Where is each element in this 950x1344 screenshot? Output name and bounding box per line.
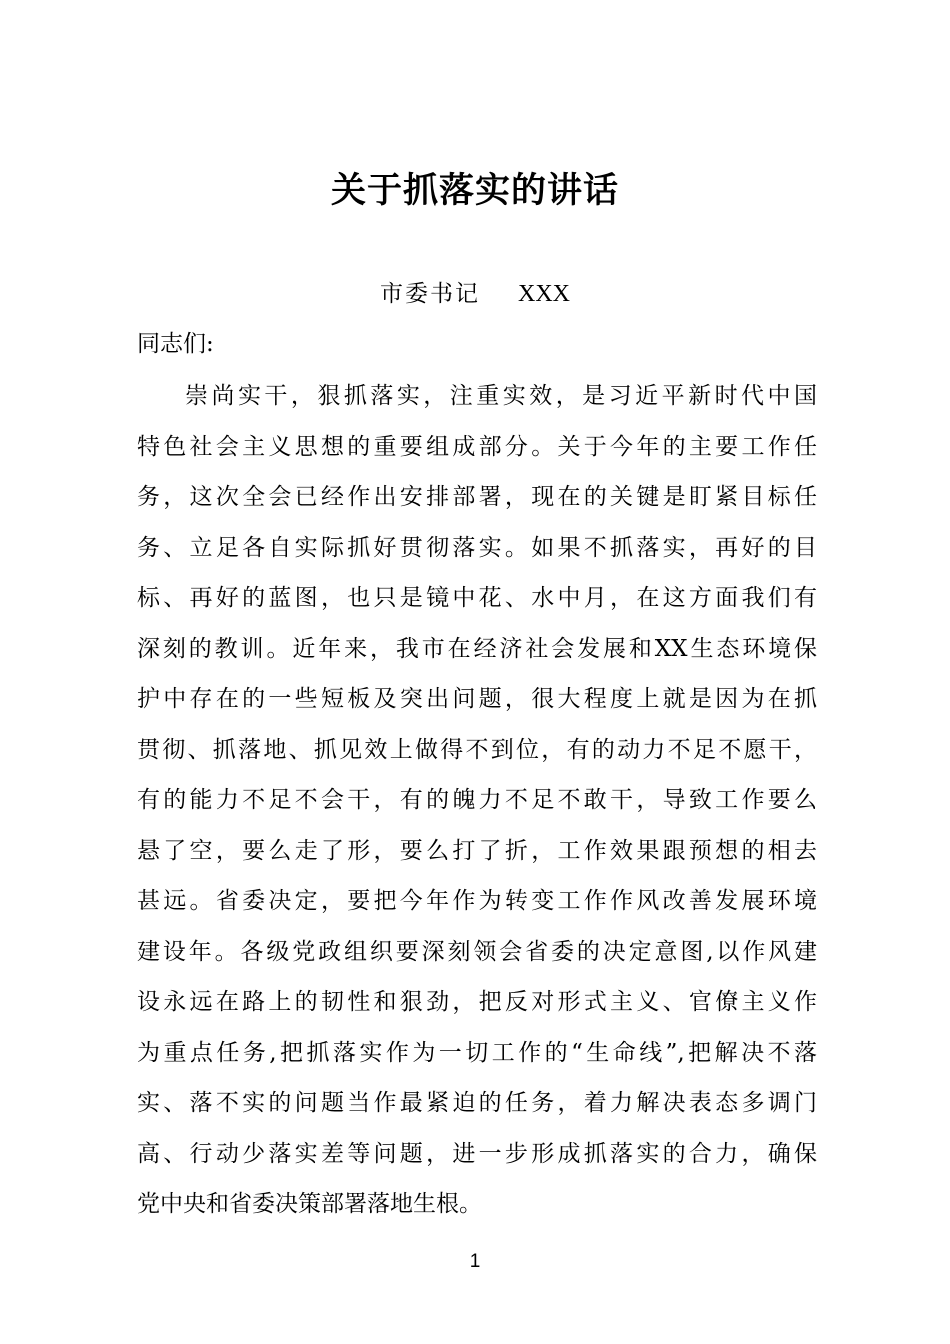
body-line: 贯彻、抓落地、抓见效上做得不到位，有的动力不足不愿干，: [137, 736, 817, 763]
body-line: 务、立足各自实际抓好贯彻落实。如果不抓落实，再好的目: [137, 534, 817, 561]
body-line: 标、再好的蓝图，也只是镜中花、水中月，在这方面我们有: [137, 585, 817, 611]
page-number: 1: [469, 1251, 481, 1272]
body-line: 高、行动少落实差等问题，进一步形成抓落实的合力，确保: [137, 1140, 817, 1167]
speech-body: [137, 371, 817, 1230]
body-line: 务，这次全会已经作出安排部署，现在的关键是盯紧目标任: [137, 484, 817, 510]
author-role: 市委书记: [380, 281, 480, 307]
body-line: 悬了空，要么走了形，要么打了折，工作效果跟预想的相去: [137, 837, 817, 864]
author-name: XXX: [518, 281, 570, 307]
body-line: 党中央和省委决策部署落地生根。: [137, 1191, 482, 1217]
body-line: 有的能力不足不会干，有的魄力不足不敢干，导致工作要么: [137, 787, 817, 813]
body-line: 特色社会主义思想的重要组成部分。关于今年的主要工作任: [137, 433, 817, 460]
salutation: 同志们:: [137, 331, 214, 357]
body-line: 崇尚实干，狠抓落实，注重实效，是习近平新时代中国: [185, 383, 817, 409]
body-line: 设永远在路上的韧性和狠劲，把反对形式主义、官僚主义作: [137, 989, 817, 1015]
body-line: 实、落不实的问题当作最紧迫的任务，着力解决表态多调门: [137, 1090, 817, 1116]
body-line: 护中存在的一些短板及突出问题，很大程度上就是因为在抓: [137, 686, 817, 712]
body-line: 为重点任务,把抓落实作为一切工作的“生命线”,把解决不落: [137, 1039, 817, 1066]
author-line: [0, 278, 950, 310]
body-line: 深刻的教训。近年来，我市在经济社会发展和XX生态环境保: [137, 635, 817, 662]
document-title: 关于抓落实的讲话: [330, 170, 619, 211]
body-line: 建设年。各级党政组织要深刻领会省委的决定意图,以作风建: [137, 938, 817, 965]
body-line: 甚远。省委决定，要把今年作为转变工作作风改善发展环境: [137, 888, 817, 914]
